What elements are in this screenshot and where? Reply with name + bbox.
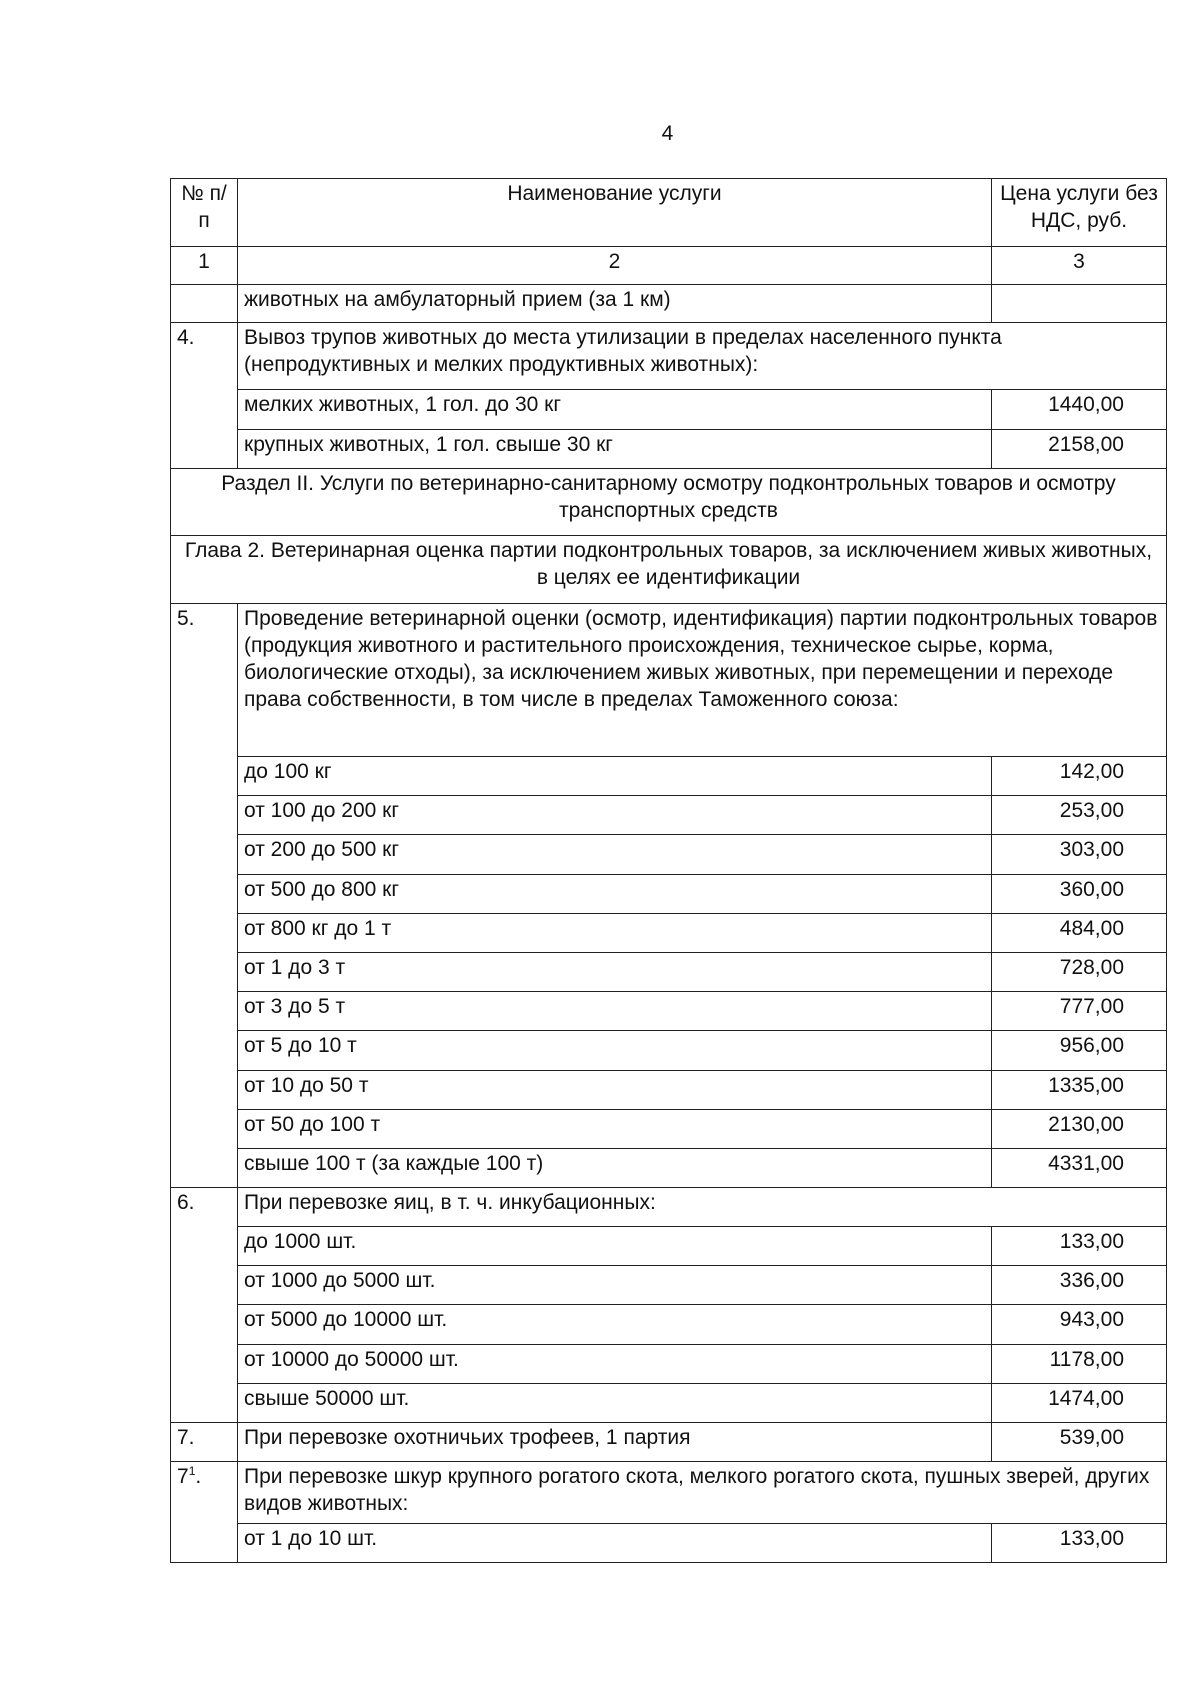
service-price: 133,00 (992, 1227, 1167, 1266)
table-row (171, 285, 1167, 323)
service-name: от 200 до 500 кг (238, 835, 992, 874)
table-row (171, 1383, 1167, 1422)
table-header-row (171, 179, 1167, 247)
service-name: свыше 50000 шт. (238, 1383, 992, 1422)
table-row (171, 1266, 1167, 1305)
service-price: 336,00 (992, 1266, 1167, 1305)
table-row (171, 1109, 1167, 1148)
table-row (171, 1524, 1167, 1563)
service-price: 303,00 (992, 835, 1167, 874)
item-number: 6. (171, 1188, 238, 1423)
table-row (171, 913, 1167, 952)
service-price: 539,00 (992, 1423, 1167, 1462)
service-price: 1178,00 (992, 1344, 1167, 1383)
header-service-name: Наименование услуги (238, 179, 992, 247)
table-row (171, 757, 1167, 796)
section-item-item7 (171, 1423, 1167, 1462)
service-name: до 100 кг (238, 757, 992, 796)
section-item-item5 (171, 604, 1167, 757)
header-price: Цена услуги без НДС, руб. (992, 179, 1167, 247)
service-price: 956,00 (992, 1031, 1167, 1070)
service-name: животных на амбулаторный прием (за 1 км) (238, 285, 992, 323)
service-name: от 10000 до 50000 шт. (238, 1344, 992, 1383)
service-name: При перевозке охотничьих трофеев, 1 партия (238, 1423, 992, 1462)
item-title: При перевозке яиц, в т. ч. инкубационных: (238, 1188, 1167, 1227)
table-row (171, 390, 1167, 430)
service-price: 253,00 (992, 796, 1167, 835)
item-number-superscript: 1 (188, 1464, 196, 1478)
table-row (171, 796, 1167, 835)
service-price: 4331,00 (992, 1148, 1167, 1187)
chapter-heading: Глава 2. Ветеринарная оценка партии подконтрольных товаров, за исключением живых животных, в целях ее идентификации (171, 536, 1167, 604)
column-number: 1 (171, 247, 238, 285)
item-number (171, 1462, 238, 1563)
service-price: 1474,00 (992, 1383, 1167, 1422)
section-item-item7_1 (171, 1462, 1167, 1524)
section-item-item6 (171, 1188, 1167, 1227)
page-number: 4 (661, 122, 674, 145)
service-price: 943,00 (992, 1305, 1167, 1344)
service-price: 484,00 (992, 913, 1167, 952)
item-title: Вывоз трупов животных до места утилизации в пределах населенного пункта (непродуктивных и мелких продуктивных животных): (238, 323, 1167, 390)
service-price: 777,00 (992, 992, 1167, 1031)
item-number-dot: . (195, 1465, 202, 1488)
service-name: до 1000 шт. (238, 1227, 992, 1266)
empty-cell (992, 285, 1167, 323)
chapter-heading-row (171, 536, 1167, 604)
service-name: от 1 до 10 шт. (238, 1524, 992, 1563)
table-row (171, 1031, 1167, 1070)
table-row (171, 1305, 1167, 1344)
service-name: от 100 до 200 кг (238, 796, 992, 835)
service-name: мелких животных, 1 гол. до 30 кг (238, 390, 992, 430)
service-name: от 1000 до 5000 шт. (238, 1266, 992, 1305)
service-name: свыше 100 т (за каждые 100 т) (238, 1148, 992, 1187)
price-table (170, 178, 1167, 1563)
item-title: При перевозке шкур крупного рогатого скота, мелкого рогатого скота, пушных зверей, других видов животных: (238, 1462, 1167, 1524)
service-name: от 50 до 100 т (238, 1109, 992, 1148)
service-name: от 5000 до 10000 шт. (238, 1305, 992, 1344)
service-name: крупных животных, 1 гол. свыше 30 кг (238, 429, 992, 469)
table-row (171, 952, 1167, 991)
table-row (171, 1344, 1167, 1383)
service-price: 1440,00 (992, 390, 1167, 430)
item-number: 5. (171, 604, 238, 1188)
table-row (171, 1227, 1167, 1266)
service-name: от 10 до 50 т (238, 1070, 992, 1109)
item-number-main: 7 (177, 1465, 189, 1488)
service-name: от 500 до 800 кг (238, 874, 992, 913)
item-title: Проведение ветеринарной оценки (осмотр, идентификация) партии подконтрольных товаров (продукция животного и растительного происхождения, техническое сырье, корма, биологические отходы), за исключением живых животных, при перемещении и переходе права собственности, в том числе в пределах Таможенного союза: (238, 604, 1167, 757)
column-number: 2 (238, 247, 992, 285)
service-name: от 3 до 5 т (238, 992, 992, 1031)
empty-cell (171, 285, 238, 323)
service-price: 133,00 (992, 1524, 1167, 1563)
service-price: 1335,00 (992, 1070, 1167, 1109)
item-number: 7. (171, 1423, 238, 1462)
section-heading-row (171, 469, 1167, 536)
column-number: 3 (992, 247, 1167, 285)
service-price: 728,00 (992, 952, 1167, 991)
section-item-item4 (171, 323, 1167, 390)
column-numbers-row (171, 247, 1167, 285)
table-row (171, 992, 1167, 1031)
service-price: 142,00 (992, 757, 1167, 796)
item-number: 4. (171, 323, 238, 469)
table-row (171, 429, 1167, 469)
table-row (171, 1070, 1167, 1109)
service-price: 360,00 (992, 874, 1167, 913)
service-name: от 800 кг до 1 т (238, 913, 992, 952)
table-row (171, 874, 1167, 913)
service-name: от 5 до 10 т (238, 1031, 992, 1070)
service-price: 2130,00 (992, 1109, 1167, 1148)
header-number: № п/п (171, 179, 238, 247)
table-row (171, 1148, 1167, 1187)
section-heading: Раздел II. Услуги по ветеринарно-санитарному осмотру подконтрольных товаров и осмотру транспортных средств (171, 469, 1167, 536)
table-row (171, 835, 1167, 874)
service-price: 2158,00 (992, 429, 1167, 469)
service-name: от 1 до 3 т (238, 952, 992, 991)
